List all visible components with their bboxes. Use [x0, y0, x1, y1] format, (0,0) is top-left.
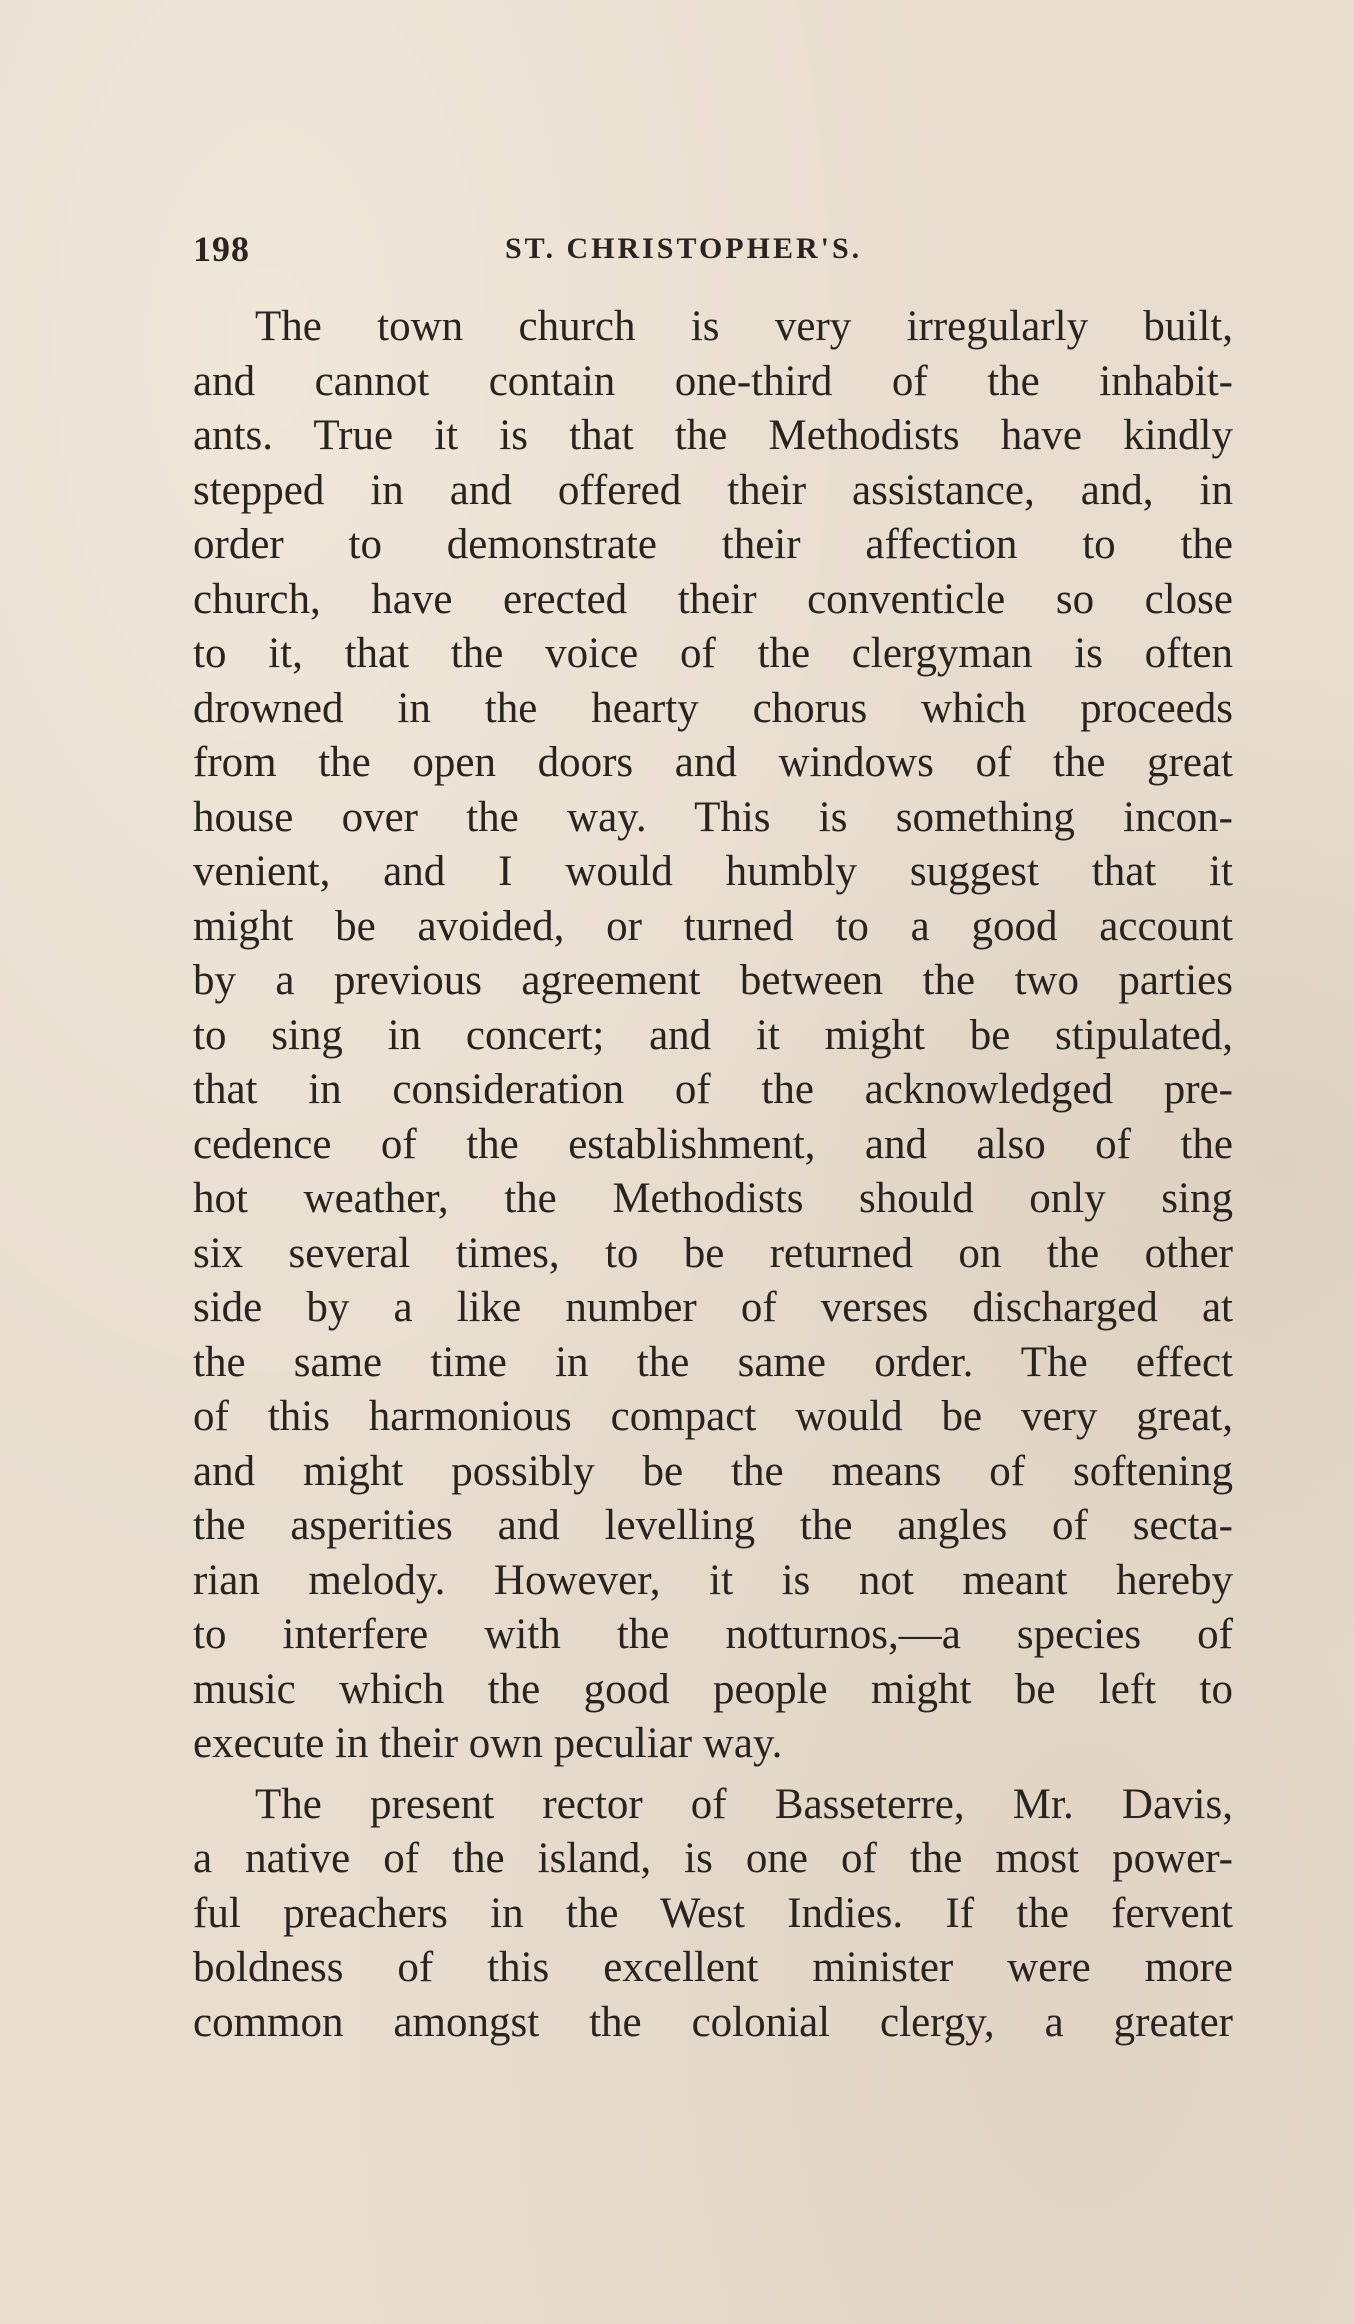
text-line: execute in their own peculiar way.: [193, 1720, 783, 1767]
paragraph-2: [193, 1778, 1233, 2051]
text-line: and might possibly be the means of softening: [193, 1447, 1233, 1495]
text-line: to sing in concert; and it might be stipulated,: [193, 1011, 1233, 1059]
text-line: and cannot contain one-third of the inhabit-: [193, 357, 1233, 405]
body-text: [193, 300, 1233, 2050]
text-line: common amongst the colonial clergy, a greater: [193, 1998, 1233, 2046]
text-line: to interfere with the notturnos,—a species of: [193, 1611, 1233, 1658]
text-line: The town church is very irregularly built,: [255, 303, 1233, 350]
text-line: a native of the island, is one of the most power-: [193, 1835, 1233, 1882]
text-line: house over the way. This is something incon-: [193, 793, 1233, 841]
text-line: by a previous agreement between the two parties: [193, 957, 1233, 1004]
paragraph-1: [193, 300, 1233, 1772]
text-line: six several times, to be returned on the other: [193, 1229, 1233, 1277]
text-line: The present rector of Basseterre, Mr. Davis,: [255, 1780, 1233, 1828]
text-line: the same time in the same order. The effect: [193, 1338, 1233, 1386]
text-line: side by a like number of verses discharged at: [193, 1284, 1233, 1331]
text-line: to it, that the voice of the clergyman is often: [193, 630, 1233, 677]
text-line: stepped in and offered their assistance, and, in: [193, 466, 1233, 514]
text-line: might be avoided, or turned to a good account: [193, 902, 1233, 950]
text-line: of this harmonious compact would be very great,: [193, 1393, 1233, 1440]
text-line: cedence of the establishment, and also of the: [193, 1120, 1233, 1168]
text-line: hot weather, the Methodists should only sing: [193, 1175, 1233, 1222]
text-line: rian melody. However, it is not meant hereby: [193, 1556, 1233, 1604]
text-line: order to demonstrate their affection to the: [193, 521, 1233, 568]
text-line: music which the good people might be left to: [193, 1665, 1233, 1713]
page-number: 198: [193, 229, 250, 269]
text-line: that in consideration of the acknowledged pre-: [193, 1066, 1233, 1113]
text-line: venient, and I would humbly suggest that it: [193, 848, 1233, 895]
text-line: ful preachers in the West Indies. If the fervent: [193, 1889, 1233, 1937]
running-head: [193, 228, 1233, 278]
running-title: ST. CHRISTOPHER'S.: [505, 232, 863, 265]
text-line: ants. True it is that the Methodists have kindly: [193, 412, 1233, 459]
text-line: from the open doors and windows of the great: [193, 739, 1233, 786]
text-line: boldness of this excellent minister were more: [193, 1944, 1233, 1991]
text-line: drowned in the hearty chorus which proceeds: [193, 684, 1233, 732]
text-line: church, have erected their conventicle so close: [193, 575, 1233, 623]
text-line: the asperities and levelling the angles of secta-: [193, 1502, 1233, 1549]
